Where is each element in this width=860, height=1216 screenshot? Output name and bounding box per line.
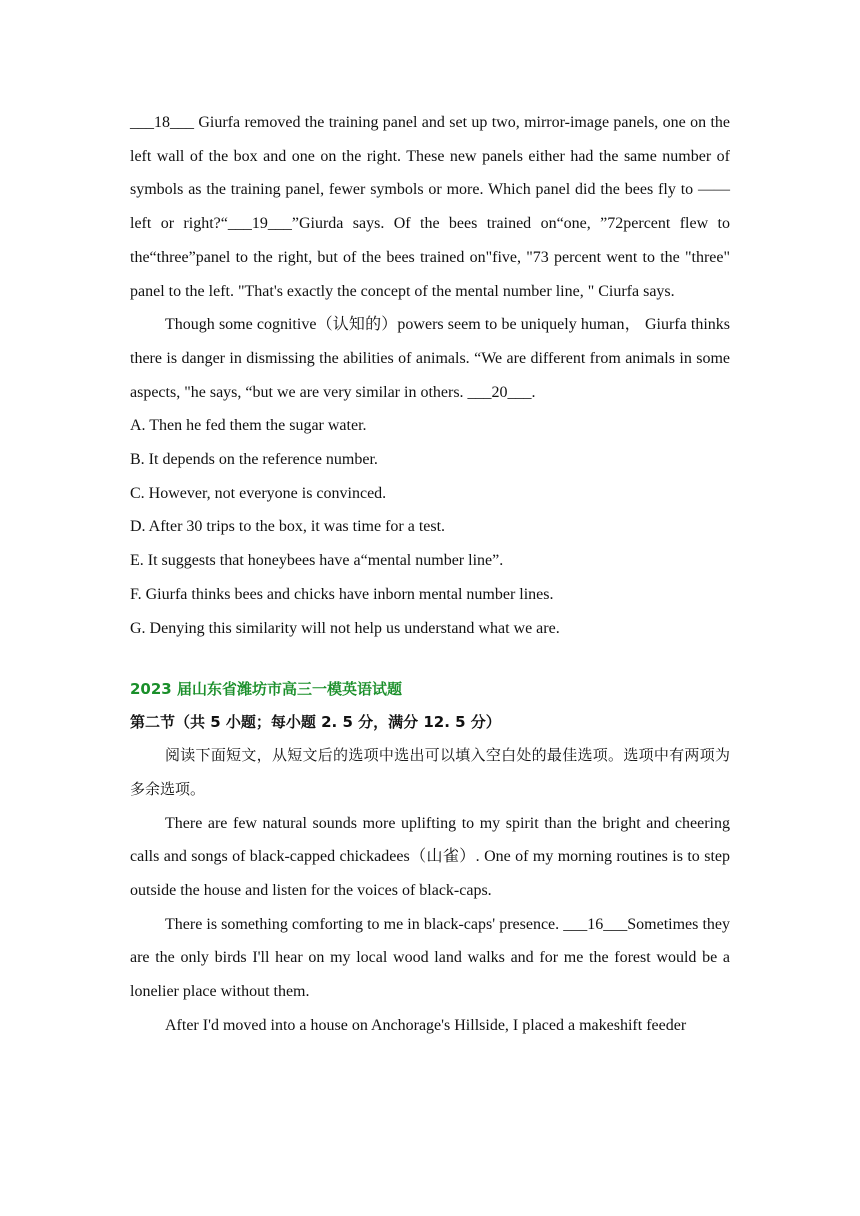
option-b: B. It depends on the reference number. — [130, 451, 378, 469]
passage1-paragraph-1: ___18___ Giurfa removed the training panel and set up two, mirror-image panels, one on the left wall of the box and one on the right. These new panels either had the same number of symbols as the training panel, fewer symbols or more. Which panel did the bees fly to —— left or right?“___19___”Giurda says. Of the bees trained on“one, ”72percent flew to the“three”panel to the right, but of the bees trained on"five, "73 percent went to the "three" panel to the left. "That's exactly the concept of the mental number line, " Ciurfa says. — [130, 114, 730, 300]
option-e: E. It suggests that honeybees have a“mental number line”. — [130, 552, 504, 570]
document-page — [130, 106, 730, 1043]
passage2-paragraph-3: After I'd moved into a house on Anchorage's Hillside, I placed a makeshift feeder — [165, 1016, 687, 1034]
option-c: C. However, not everyone is convinced. — [130, 484, 387, 502]
options-list — [130, 409, 730, 645]
instructions: 阅读下面短文，从短文后的选项中选出可以填入空白处的最佳选项。选项中有两项为多余选项。 — [130, 746, 730, 798]
option-a: A. Then he fed them the sugar water. — [130, 417, 367, 435]
option-d: D. After 30 trips to the box, it was time for a test. — [130, 518, 446, 536]
passage2-paragraph-2: There is something comforting to me in black-caps' presence. ___16___Sometimes they are the only birds I'll hear on my local wood land walks and for me the forest would be a lonelier place without them. — [130, 915, 730, 1001]
option-g: G. Denying this similarity will not help us understand what we are. — [130, 619, 560, 637]
passage2-paragraph-1: There are few natural sounds more uplifting to my spirit than the bright and cheering calls and songs of black-capped chickadees（山雀）. One of my morning routines is to step outside the house and listen for the voices of black-caps. — [130, 814, 730, 900]
section-heading: 第二节（共 5 小题；每小题 2. 5 分，满分 12. 5 分） — [130, 713, 501, 732]
section-spacer — [130, 645, 730, 673]
passage1-paragraph-2: Though some cognitive（认知的）powers seem to be uniquely human， Giurfa thinks there is danger in dismissing the abilities of animals. “We are different from animals in some aspects, "he says, “but we are very similar in others. ___20___. — [130, 316, 730, 401]
option-f: F. Giurfa thinks bees and chicks have inborn mental number lines. — [130, 585, 554, 603]
exam-title: 2023 届山东省潍坊市高三一模英语试题 — [130, 680, 402, 699]
